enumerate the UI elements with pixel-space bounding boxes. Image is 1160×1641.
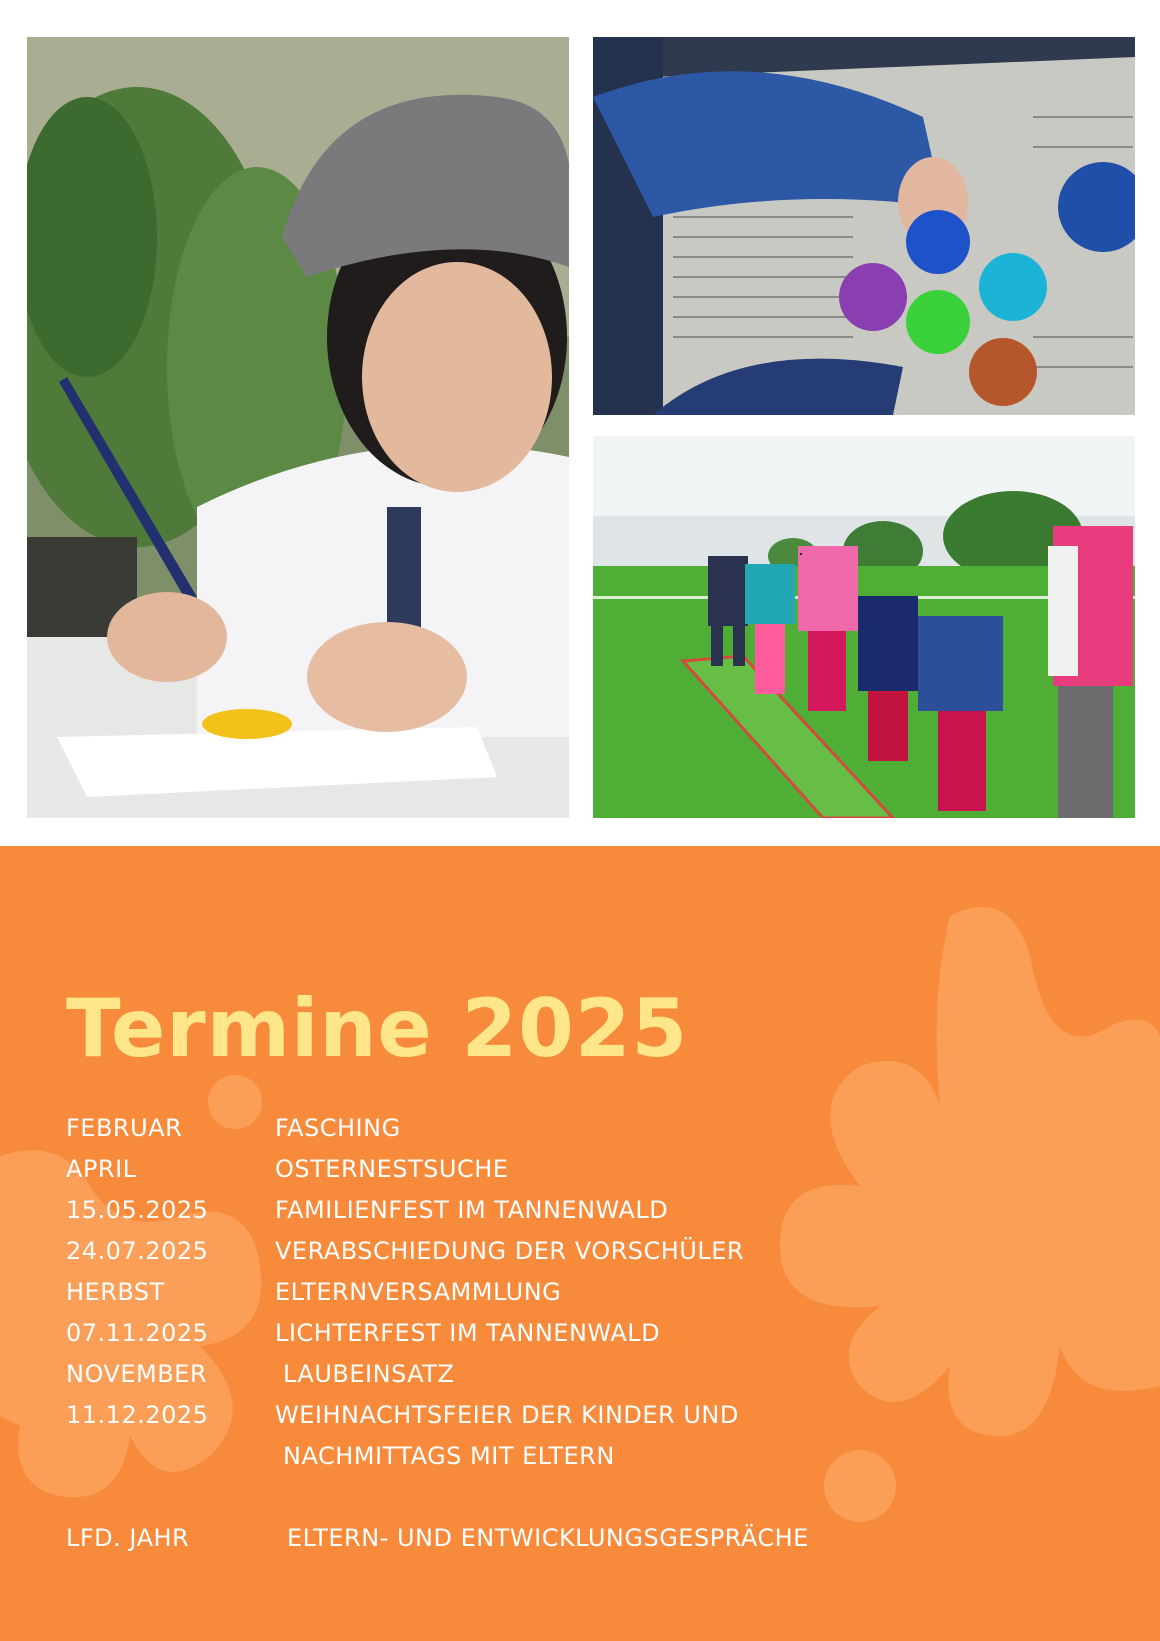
event-date-july: 24.07.2025 — [66, 1237, 209, 1265]
event-text-ongoing: ELTERN- UND ENTWICKLUNGSGESPRÄCHE — [287, 1524, 809, 1552]
event-text-december: WEIHNACHTSFEIER DER KINDER UND — [275, 1401, 739, 1429]
event-text-february: FASCHING — [275, 1114, 401, 1142]
event-date-april: APRIL — [66, 1155, 137, 1183]
event-date-december: 11.12.2025 — [66, 1401, 209, 1429]
event-text-november: LAUBEINSATZ — [283, 1360, 455, 1388]
schedule-panel — [0, 846, 1160, 1641]
event-date-ongoing: LFD. JAHR — [66, 1524, 190, 1552]
event-text-july: VERABSCHIEDUNG DER VORSCHÜLER — [275, 1237, 745, 1265]
event-date-november-7: 07.11.2025 — [66, 1319, 209, 1347]
event-text-december-continuation: NACHMITTAGS MIT ELTERN — [283, 1442, 615, 1470]
event-text-may: FAMILIENFEST IM TANNENWALD — [275, 1196, 669, 1224]
children-playing-field-photo — [593, 436, 1135, 818]
event-text-november-7: LICHTERFEST IM TANNENWALD — [275, 1319, 661, 1347]
event-text-autumn: ELTERNVERSAMMLUNG — [275, 1278, 562, 1306]
schedule-title: Termine 2025 — [66, 982, 689, 1075]
event-date-november: NOVEMBER — [66, 1360, 208, 1388]
event-date-february: FEBRUAR — [66, 1114, 183, 1142]
event-date-autumn: HERBST — [66, 1278, 165, 1306]
paint-pots-photo — [593, 37, 1135, 415]
event-text-april: OSTERNESTSUCHE — [275, 1155, 509, 1183]
child-painting-photo — [27, 37, 569, 818]
event-date-may: 15.05.2025 — [66, 1196, 209, 1224]
